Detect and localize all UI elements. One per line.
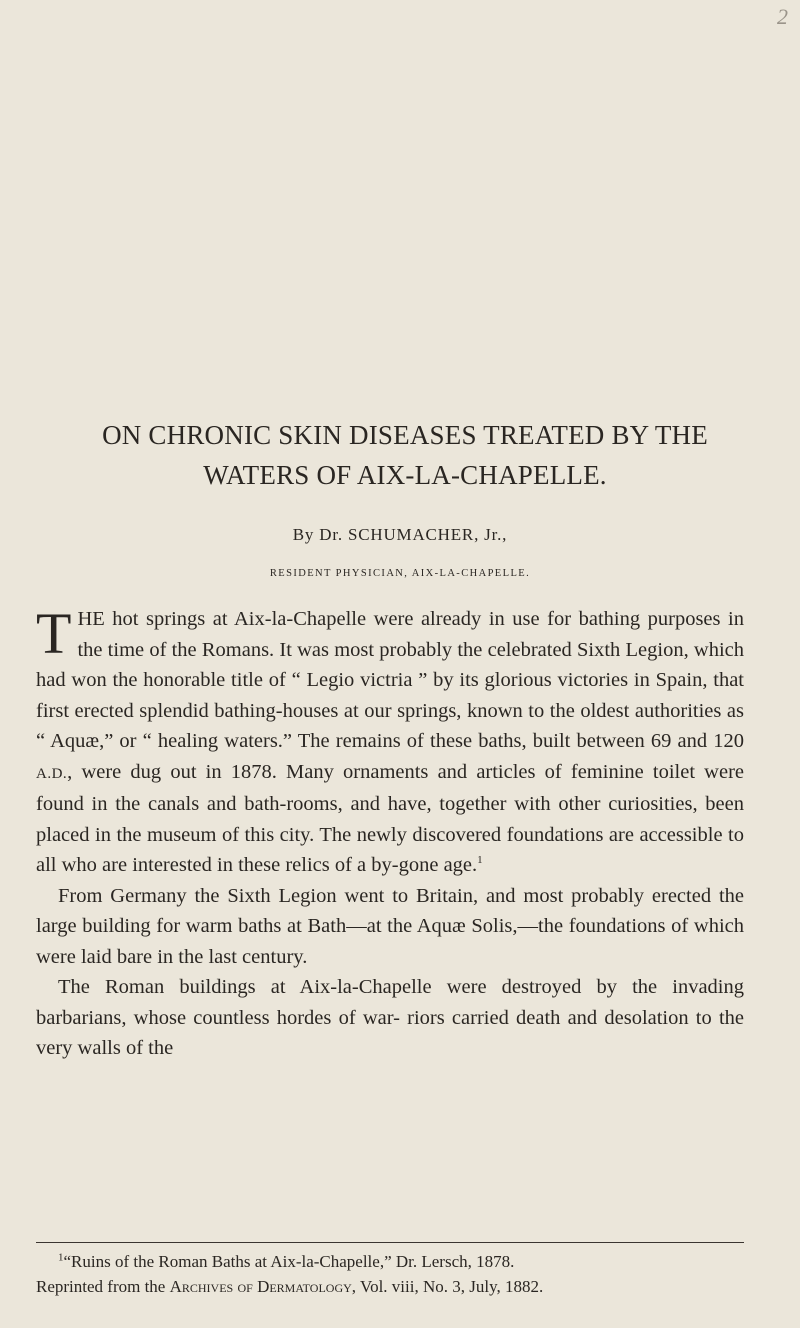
author-byline [0, 525, 800, 545]
footnote-marker: 1 [58, 1251, 64, 1264]
footnote-divider [36, 1242, 744, 1243]
byline-prefix: By Dr. [292, 525, 343, 544]
author-name: SCHUMACHER, Jr., [347, 525, 508, 544]
reprint-details: , Vol. viii, No. 3, July, 1882. [351, 1277, 544, 1296]
article-body [36, 601, 744, 1064]
paragraph-1-text-a: HE hot springs at Aix-la-Chapelle were already in use for bathing purposes in the time of the Romans. It was most probably the celebrated Sixth Legion, which had won the honorable title of “ Legio victria ” by its glorious victories in Spain, that first erected splendid bathing-houses at our springs, known to the oldest authorities as “ Aquæ,” or “ healing waters.” The remains of these baths, built between 69 and 120 [36, 608, 744, 752]
pencil-mark: 2 [777, 4, 788, 29]
title-line-1: ON CHRONIC SKIN DISEASES TREATED BY THE [102, 420, 708, 450]
article-title [30, 415, 780, 495]
footnote [36, 1250, 744, 1274]
era-abbreviation: A.D. [36, 765, 68, 782]
paragraph-2: From Germany the Sixth Legion went to Britain, and most probably erected the large building for warm baths at Bath—at the Aquæ Solis,—the foundations of which were laid bare in the last century. [36, 884, 744, 968]
footnote-text: “Ruins of the Roman Baths at Aix-la-Chapelle,” Dr. Lersch, 1878. [63, 1252, 515, 1271]
reprint-notice [36, 1275, 744, 1299]
paragraph-1-text-b: , were dug out in 1878. Many ornaments and articles of feminine toilet were found in the canals and bath-rooms, and have, together with other curiosities, been placed in the museum of this city. The newly discovered foundations are accessible to all who are interested in these relics of a by-gone age. [36, 760, 744, 876]
paragraph-3: The Roman buildings at Aix-la-Chapelle were destroyed by the invading barbarians, whose countless hordes of war- riors carried death and desolation to the very walls of the [36, 976, 744, 1059]
paragraph-1 [36, 601, 744, 881]
author-affiliation: RESIDENT PHYSICIAN, AIX-LA-CHAPELLE. [269, 568, 531, 579]
drop-cap: T [36, 601, 72, 666]
journal-name: Archives of Dermatology [169, 1277, 352, 1296]
title-line-2: WATERS OF AIX-LA-CHAPELLE. [203, 460, 607, 490]
footnote-reference: 1 [477, 854, 483, 867]
reprint-prefix: Reprinted from the [36, 1277, 166, 1296]
